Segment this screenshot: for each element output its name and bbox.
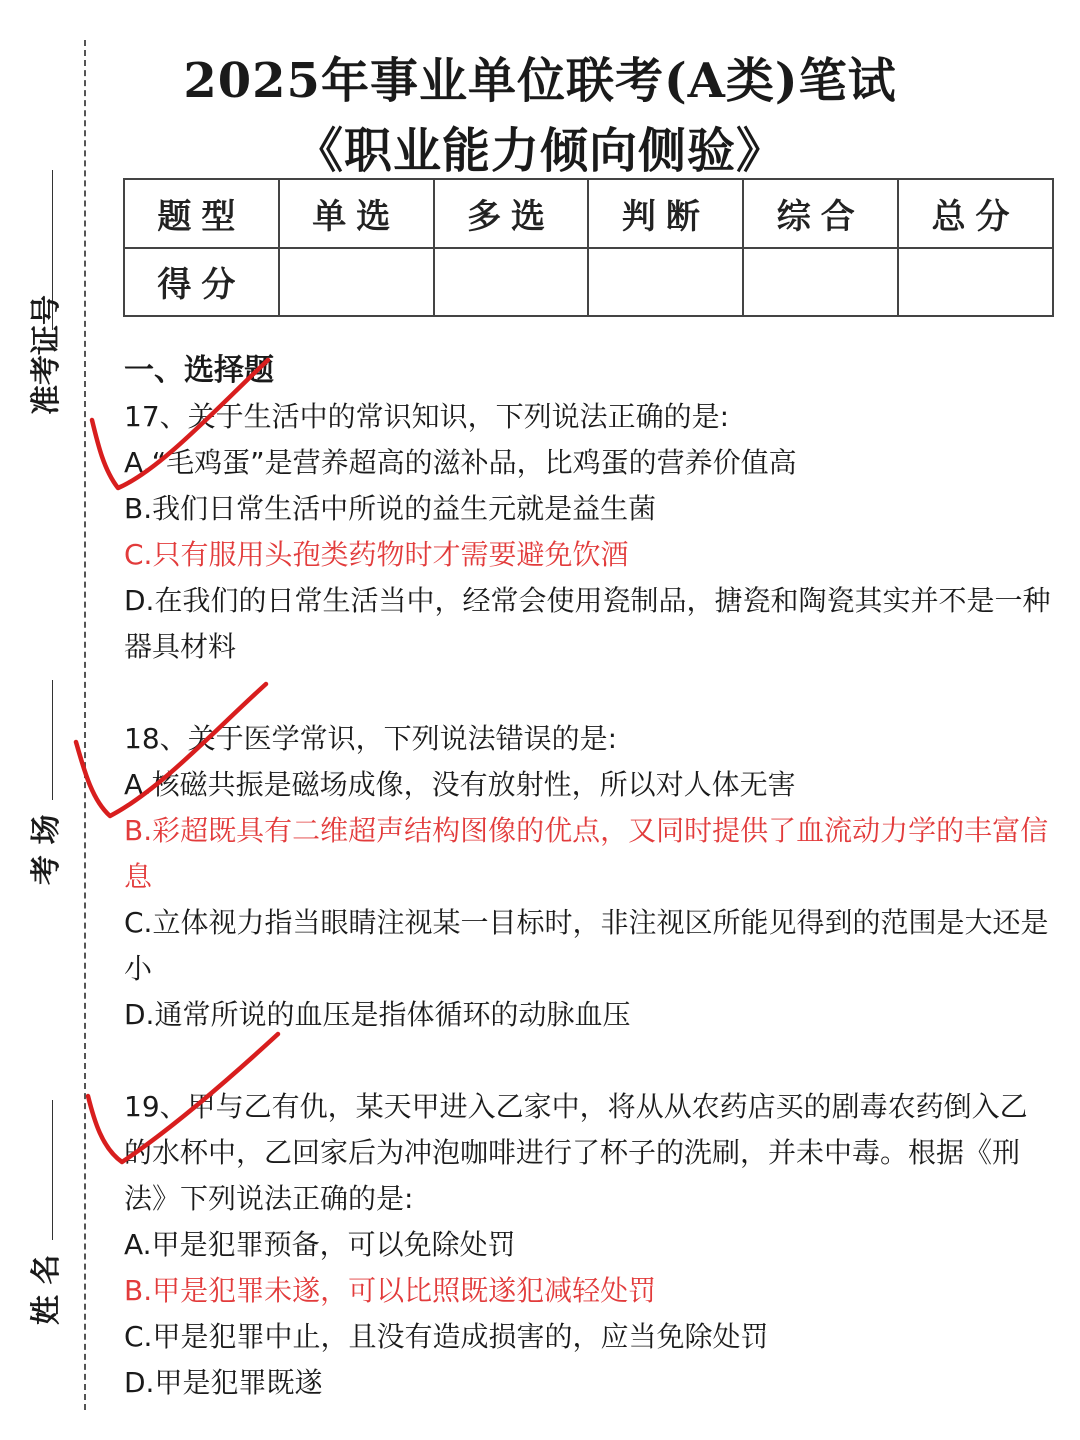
score-table-score-label: 得分 (124, 248, 279, 317)
exam-subtitle: 《职业能力倾向侧验》 (294, 123, 785, 179)
exam-room-label: 考 场 (29, 814, 64, 885)
question-stem: 17、关于生活中的常识知识，下列说法正确的是: (124, 400, 730, 433)
option-c: C.甲是犯罪中止，且没有造成损害的，应当免除处罚 (124, 1320, 769, 1353)
option-c: C.立体视力指当眼睛注视某一目标时，非注视区所能见得到的范围是大还是小 (124, 906, 1049, 985)
question-19 (124, 1084, 1054, 1406)
score-table-score-row (124, 248, 1053, 317)
exam-room-rule (52, 680, 53, 800)
option-b-answer: B.甲是犯罪未遂，可以比照既遂犯减轻处罚 (124, 1274, 657, 1307)
score-input-multi (434, 248, 589, 317)
binding-dashed-line (84, 40, 86, 1410)
name-label: 姓 名 (29, 1254, 64, 1325)
option-d: D.通常所说的血压是指体循环的动脉血压 (124, 998, 631, 1031)
score-table-cell-total: 总分 (898, 179, 1053, 248)
score-table-header-row (124, 179, 1053, 248)
exam-title: 2025年事业单位联考(A类)笔试 (183, 53, 897, 109)
question-list (124, 348, 1054, 1406)
spacer (124, 1038, 1054, 1084)
score-input-single (279, 248, 434, 317)
spacer (124, 670, 1054, 716)
question-stem: 18、关于医学常识，下列说法错误的是: (124, 722, 618, 755)
option-a: A.核磁共振是磁场成像，没有放射性，所以对人体无害 (124, 768, 796, 801)
option-c-answer: C.只有服用头孢类药物时才需要避免饮酒 (124, 538, 629, 571)
score-input-comprehensive (743, 248, 898, 317)
question-stem: 19、甲与乙有仇，某天甲进入乙家中，将从从农药店买的剧毒农药倒入乙的水杯中，乙回家后为冲泡咖啡进行了杯子的洗刷，并未中毒。根据《刑法》下列说法正确的是: (124, 1090, 1028, 1215)
option-b-answer: B.彩超既具有二维超声结构图像的优点，又同时提供了血流动力学的丰富信息 (124, 814, 1049, 893)
score-table-cell-judge: 判断 (588, 179, 743, 248)
score-table-cell-single: 单选 (279, 179, 434, 248)
option-a: A.甲是犯罪预备，可以免除处罚 (124, 1228, 516, 1261)
admission-number-label: 准考证号 (29, 295, 64, 415)
option-b: B.我们日常生活中所说的益生元就是益生菌 (124, 492, 657, 525)
score-table-cell-type: 题型 (124, 179, 279, 248)
question-17 (124, 394, 1054, 670)
option-d: D.在我们的日常生活当中，经常会使用瓷制品，搪瓷和陶瓷其实并不是一种器具材料 (124, 584, 1051, 663)
name-rule (52, 1100, 53, 1240)
score-table-cell-multi: 多选 (434, 179, 589, 248)
option-d: D.甲是犯罪既遂 (124, 1366, 323, 1399)
score-table-cell-comprehensive: 综合 (743, 179, 898, 248)
score-input-judge (588, 248, 743, 317)
score-table (123, 178, 1054, 317)
section-title: 一、选择题 (124, 353, 274, 388)
score-input-total (898, 248, 1053, 317)
question-18 (124, 716, 1054, 1038)
option-a: A.“毛鸡蛋”是营养超高的滋补品，比鸡蛋的营养价值高 (124, 446, 797, 479)
